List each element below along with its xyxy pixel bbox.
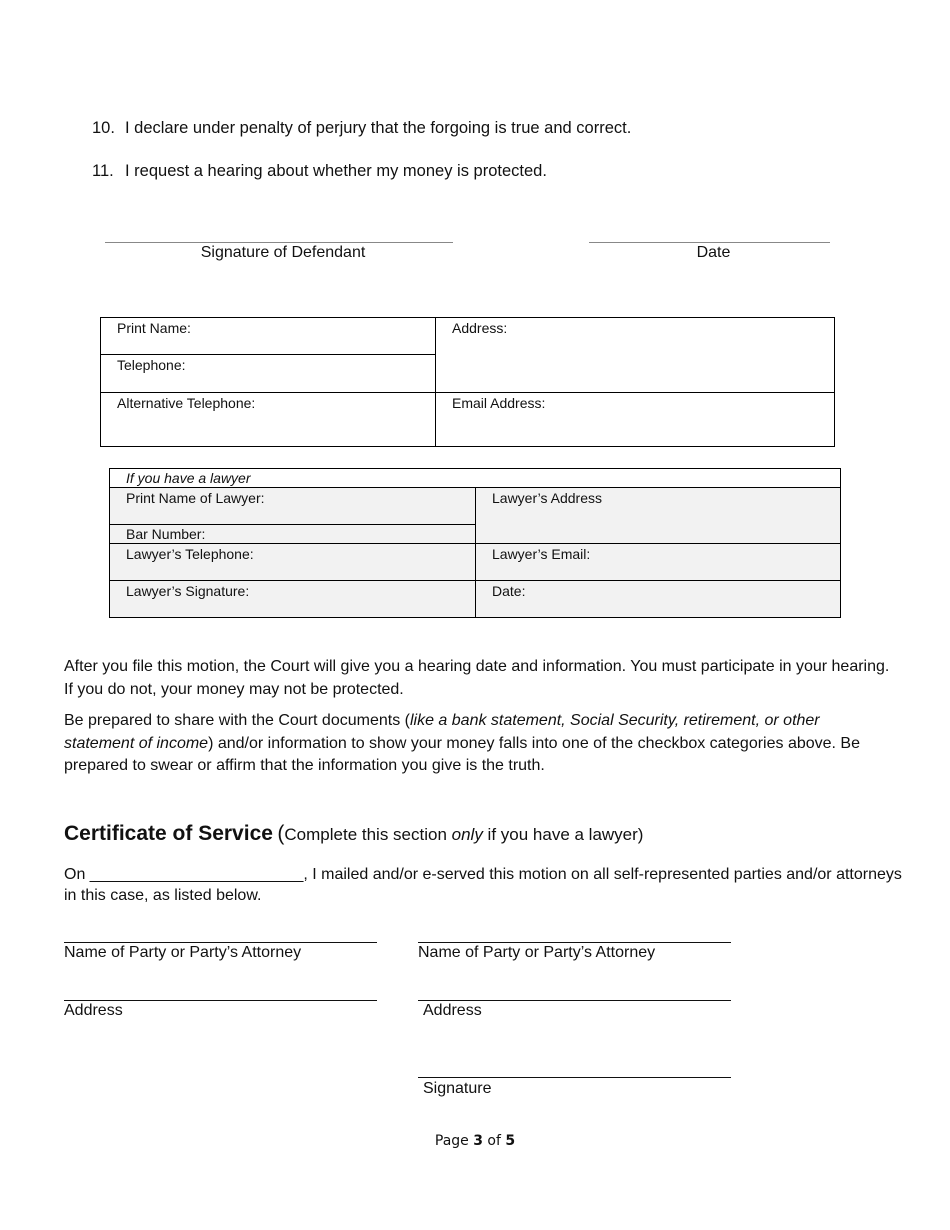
declaration-number: 10. bbox=[92, 119, 115, 137]
party-name-label-right: Name of Party or Party’s Attorney bbox=[418, 944, 656, 961]
lawyer-signature-field[interactable] bbox=[110, 581, 476, 618]
lawyer-date-label: Date: bbox=[492, 583, 526, 599]
lawyer-info-table bbox=[109, 468, 841, 618]
certificate-paren-open: ( bbox=[277, 822, 285, 845]
service-statement: On ________________________, I mailed and/or e-served this motion on all self-represented parties and/or attorneys in this case, as listed below. bbox=[64, 866, 902, 904]
documents-examples: like a bank statement, Social Security, retirement, or other statement of income bbox=[64, 712, 820, 752]
documents-instructions bbox=[64, 710, 894, 778]
address-line-left[interactable] bbox=[64, 1000, 377, 1001]
address-label-right: Address bbox=[423, 1002, 482, 1019]
lawyer-table-header: If you have a lawyer bbox=[110, 469, 841, 488]
alt-telephone-label: Alternative Telephone: bbox=[117, 395, 256, 411]
email-field[interactable] bbox=[436, 393, 835, 447]
telephone-label: Telephone: bbox=[117, 357, 186, 373]
page-current: 3 bbox=[473, 1133, 483, 1149]
address-line-right[interactable] bbox=[418, 1000, 731, 1001]
lawyer-telephone-field[interactable] bbox=[110, 544, 476, 581]
declaration-number: 11. bbox=[92, 162, 114, 180]
print-name-label: Print Name: bbox=[117, 320, 191, 336]
lawyer-address-label: Lawyer’s Address bbox=[492, 490, 602, 506]
lawyer-signature-label: Lawyer’s Signature: bbox=[126, 583, 250, 599]
defendant-signature-line[interactable] bbox=[105, 242, 453, 243]
certificate-heading bbox=[64, 822, 643, 846]
certificate-note-start: Complete this section bbox=[284, 825, 452, 844]
address-label-left: Address bbox=[64, 1002, 123, 1019]
lawyer-email-field[interactable] bbox=[476, 544, 841, 581]
page-middle: of bbox=[482, 1133, 506, 1149]
page-total: 5 bbox=[505, 1133, 516, 1149]
lawyer-telephone-label: Lawyer’s Telephone: bbox=[126, 546, 254, 562]
address-field[interactable] bbox=[436, 318, 835, 393]
service-signature-line[interactable] bbox=[418, 1077, 731, 1078]
lawyer-address-field[interactable] bbox=[476, 488, 841, 544]
documents-text-end: ) and/or information to show your money falls into one of the checkbox categories above. Be prepared to swear or affirm that the information you give is the truth. bbox=[64, 734, 860, 774]
lawyer-name-field[interactable] bbox=[110, 488, 476, 525]
page-prefix: Page bbox=[434, 1133, 474, 1149]
lawyer-name-label: Print Name of Lawyer: bbox=[126, 490, 265, 506]
certificate-note-emphasis: only bbox=[451, 825, 483, 844]
defendant-date-line[interactable] bbox=[589, 242, 830, 243]
lawyer-date-field[interactable] bbox=[476, 581, 841, 618]
documents-text-start: Be prepared to share with the Court documents ( bbox=[64, 712, 410, 729]
email-label: Email Address: bbox=[452, 395, 546, 411]
party-name-line-left[interactable] bbox=[64, 942, 377, 943]
bar-number-field[interactable] bbox=[110, 525, 476, 544]
certificate-title: Certificate of Service bbox=[64, 822, 273, 845]
contact-info-table bbox=[100, 317, 835, 447]
page-number bbox=[0, 1133, 950, 1149]
service-signature-label: Signature bbox=[423, 1080, 492, 1097]
defendant-date-label: Date bbox=[696, 244, 731, 261]
party-name-line-right[interactable] bbox=[418, 942, 731, 943]
defendant-signature-label: Signature of Defendant bbox=[200, 244, 366, 261]
alt-telephone-field[interactable] bbox=[101, 393, 436, 447]
print-name-field[interactable] bbox=[101, 318, 436, 355]
party-name-label-left: Name of Party or Party’s Attorney bbox=[64, 944, 302, 961]
declaration-text: I declare under penalty of perjury that the forgoing is true and correct. bbox=[125, 119, 632, 137]
telephone-field[interactable] bbox=[101, 355, 436, 393]
certificate-paren-close: ) bbox=[637, 825, 644, 844]
declaration-text: I request a hearing about whether my money is protected. bbox=[125, 162, 547, 180]
certificate-note-end: if you have a lawyer bbox=[482, 825, 638, 844]
hearing-instructions: After you file this motion, the Court will give you a hearing date and information. You must participate in your hearing. If you do not, your money may not be protected. bbox=[64, 658, 890, 698]
bar-number-label: Bar Number: bbox=[126, 526, 206, 542]
address-label: Address: bbox=[452, 320, 508, 336]
lawyer-email-label: Lawyer’s Email: bbox=[492, 546, 591, 562]
